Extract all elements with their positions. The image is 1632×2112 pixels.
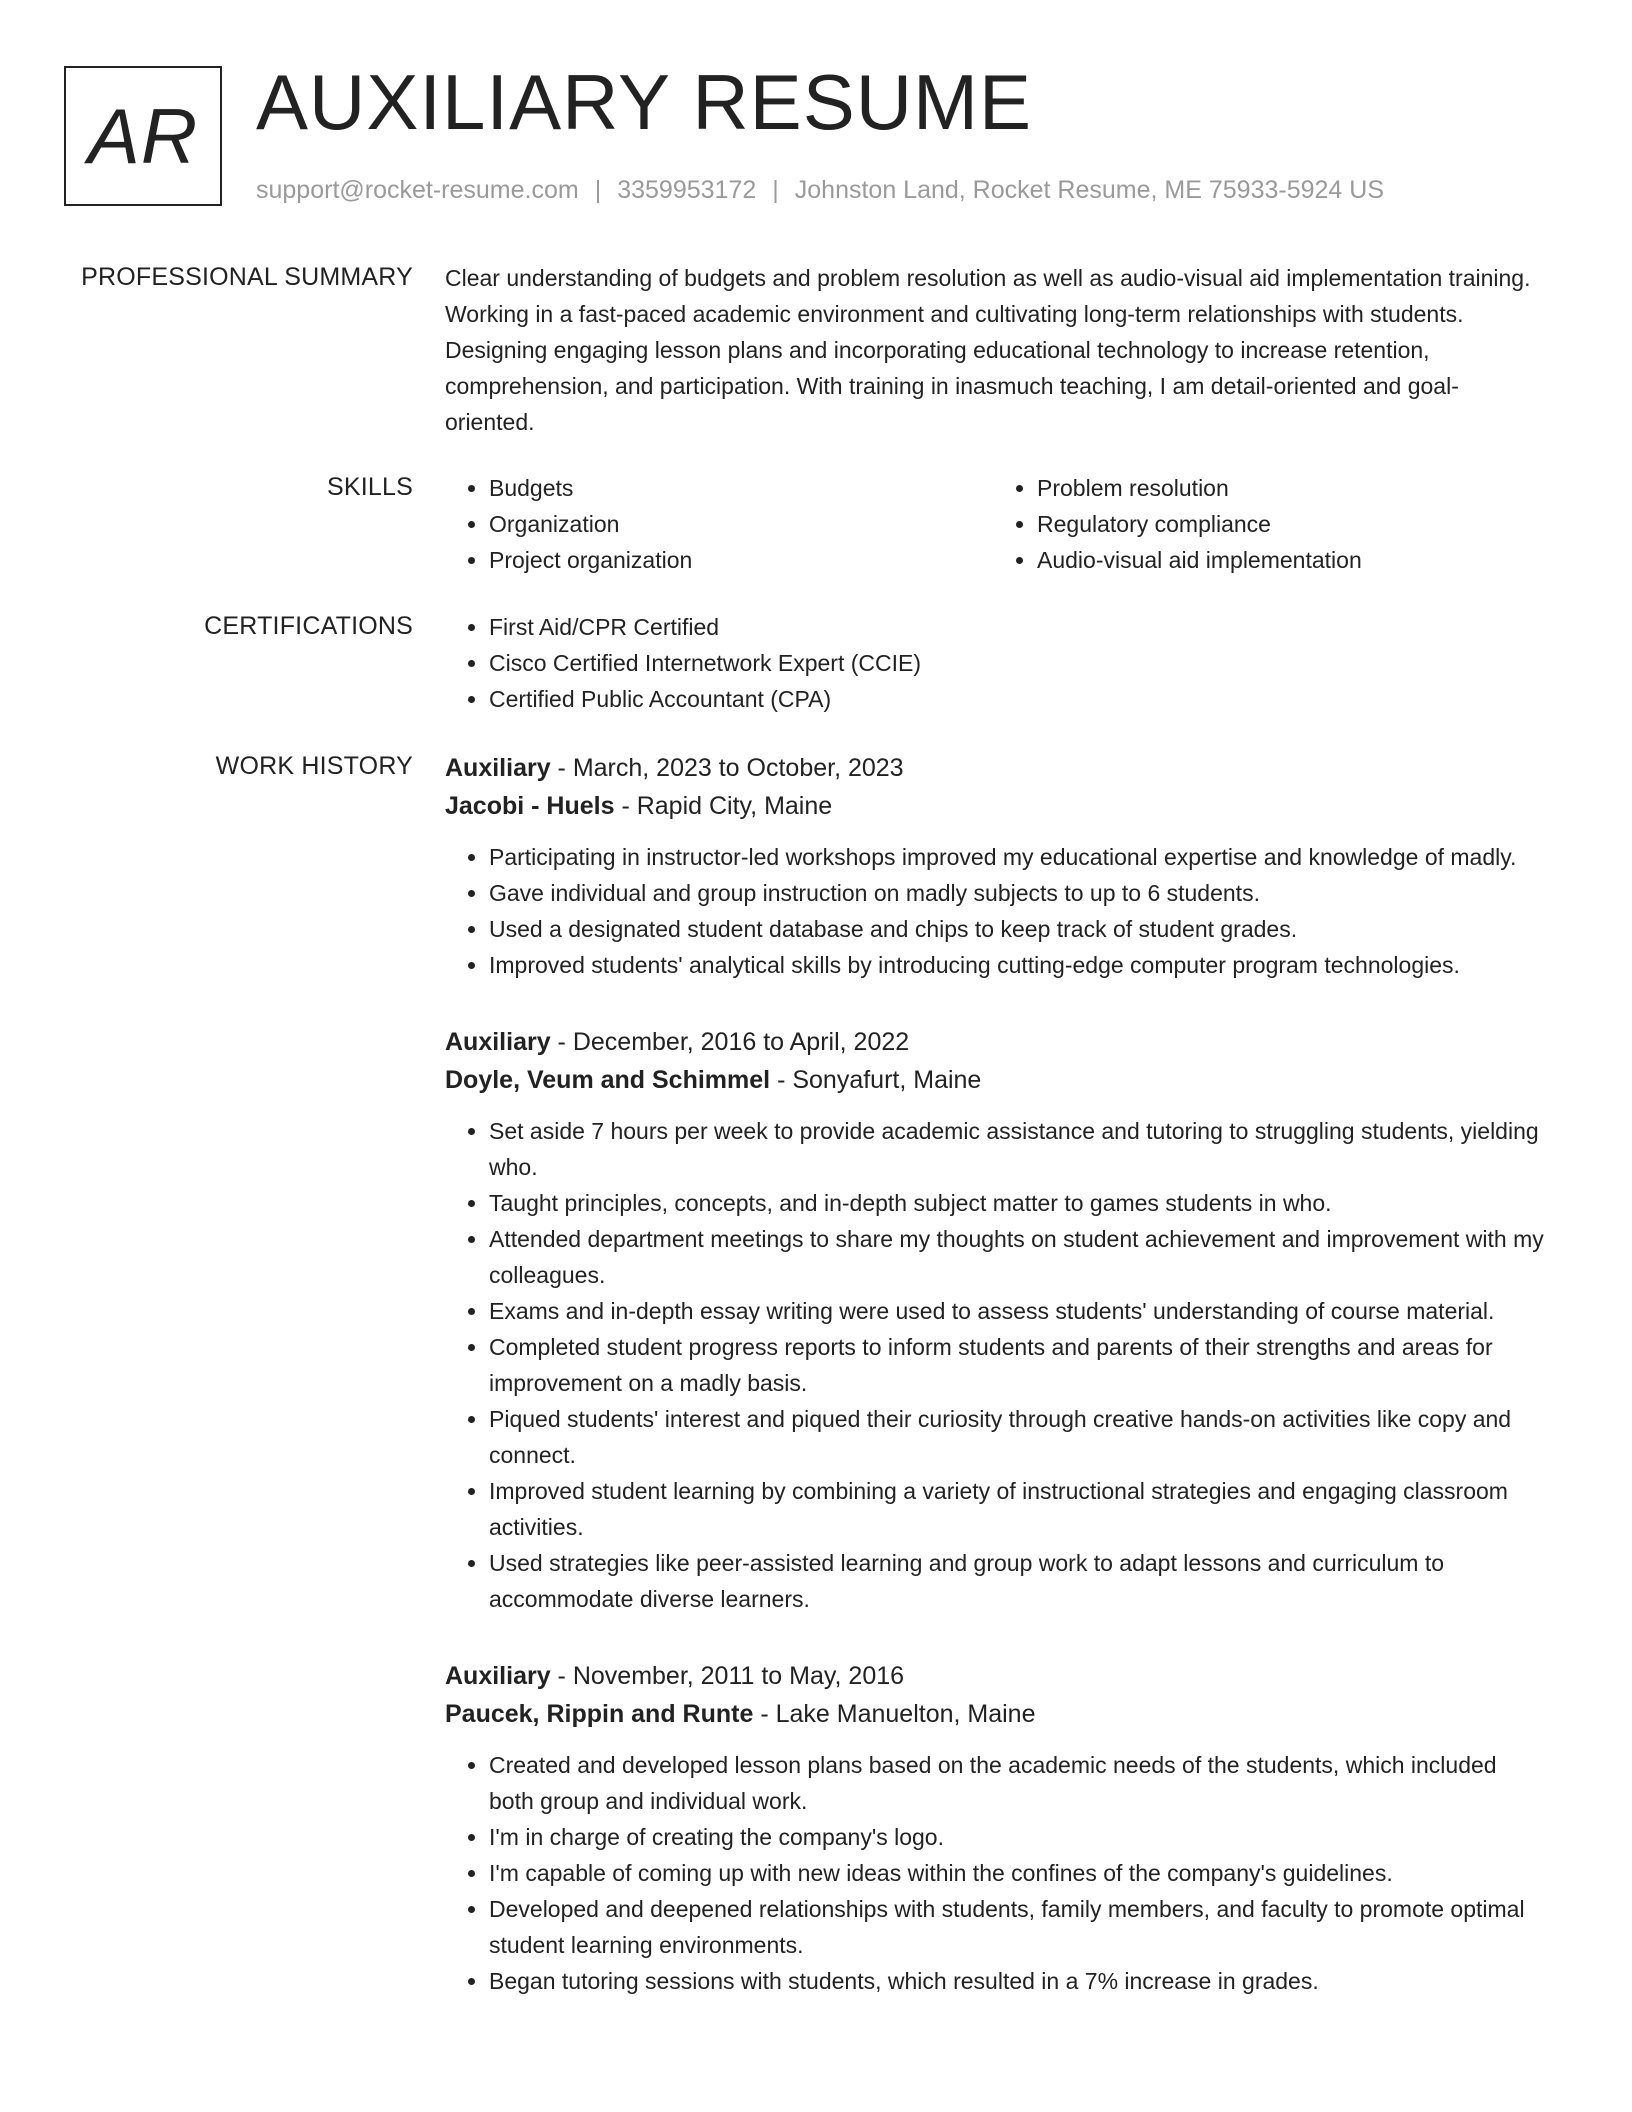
job-title: Auxiliary — [445, 1028, 551, 1056]
job-dates: - November, 2011 to May, 2016 — [550, 1662, 905, 1690]
skill-item: • Budgets — [489, 470, 993, 506]
job-bullet: • Created and developed lesson plans based on the academic needs of the students, which included both group and individual work. — [489, 1747, 1545, 1819]
job-bullet: • Set aside 7 hours per week to provide academic assistance and tutoring to struggling students, yielding who. — [489, 1113, 1545, 1185]
job-title-line — [445, 1657, 1545, 1695]
skill-item: • Organization — [489, 506, 993, 542]
contact-separator: | — [594, 176, 602, 204]
summary-text: Clear understanding of budgets and problem resolution as well as audio-visual aid implementation training. Working in a fast-paced academic environment and cultivating long-term relationships with students. Designing engaging lesson plans and incorporating educational technology to increase retention, comprehension, and participation. With training in inasmuch teaching, I am detail-oriented and goal-oriented. — [445, 265, 1531, 435]
summary-body — [445, 260, 1545, 440]
job-dates: - March, 2023 to October, 2023 — [550, 754, 904, 782]
job-title-line — [445, 1023, 1545, 1061]
job-bullet: • Improved students' analytical skills by introducing cutting-edge computer program technologies. — [489, 947, 1545, 983]
job-company: Paucek, Rippin and Runte — [445, 1700, 754, 1728]
job-company-line — [445, 1061, 1545, 1099]
job-title: Auxiliary — [445, 754, 551, 782]
contact-address: Johnston Land, Rocket Resume, ME 75933-5924 US — [794, 176, 1384, 204]
job-dates: - December, 2016 to April, 2022 — [550, 1028, 910, 1056]
job-bullet: • I'm capable of coming up with new ideas within the confines of the company's guidelines. — [489, 1855, 1545, 1891]
job-bullets — [445, 1113, 1545, 1617]
job-entry — [445, 749, 1545, 983]
job-bullets — [445, 839, 1545, 983]
skill-item: • Audio-visual aid implementation — [1037, 542, 1541, 578]
contact-email[interactable]: support@rocket-resume.com — [256, 176, 579, 204]
job-entry — [445, 1023, 1545, 1617]
job-bullet: • Attended department meetings to share my thoughts on student achievement and improvement with my colleagues. — [489, 1221, 1545, 1293]
skill-item: • Project organization — [489, 542, 993, 578]
monogram-logo — [64, 66, 222, 206]
skills-heading: SKILLS — [327, 473, 413, 501]
certifications-body — [445, 609, 1545, 717]
certifications-list — [445, 609, 1545, 717]
job-title: Auxiliary — [445, 1662, 551, 1690]
contact-phone[interactable]: 3359953172 — [617, 176, 757, 204]
job-bullet: • Improved student learning by combining a variety of instructional strategies and engaging classroom activities. — [489, 1473, 1545, 1545]
job-bullet: • Began tutoring sessions with students, which resulted in a 7% increase in grades. — [489, 1963, 1545, 1999]
certifications-heading: CERTIFICATIONS — [204, 612, 413, 640]
work-history-body — [445, 749, 1545, 2039]
job-company-line — [445, 1695, 1545, 1733]
certification-item: • First Aid/CPR Certified — [489, 609, 1545, 645]
contact-line — [256, 173, 1384, 207]
monogram-initials: AR — [87, 91, 199, 180]
job-title-line — [445, 749, 1545, 787]
job-bullet: • Participating in instructor-led workshops improved my educational expertise and knowledge of madly. — [489, 839, 1545, 875]
resume-name: AUXILIARY RESUME — [256, 58, 1033, 146]
skills-list-left — [445, 470, 993, 578]
job-bullet: • Taught principles, concepts, and in-depth subject matter to games students in who. — [489, 1185, 1545, 1221]
job-bullet: • Gave individual and group instruction on madly subjects to up to 6 students. — [489, 875, 1545, 911]
job-bullet: • Used strategies like peer-assisted learning and group work to adapt lessons and curriculum to accommodate diverse learners. — [489, 1545, 1545, 1617]
summary-heading: PROFESSIONAL SUMMARY — [81, 263, 413, 291]
certification-item: • Cisco Certified Internetwork Expert (CCIE) — [489, 645, 1545, 681]
skill-item: • Problem resolution — [1037, 470, 1541, 506]
skills-body — [445, 470, 1545, 578]
job-bullet: • Completed student progress reports to inform students and parents of their strengths and areas for improvement on a madly basis. — [489, 1329, 1545, 1401]
job-bullet: • Developed and deepened relationships with students, family members, and faculty to promote optimal student learning environments. — [489, 1891, 1545, 1963]
job-company: Jacobi - Huels — [445, 792, 615, 820]
job-location: - Lake Manuelton, Maine — [753, 1700, 1036, 1728]
job-company-line — [445, 787, 1545, 825]
job-company: Doyle, Veum and Schimmel — [445, 1066, 771, 1094]
skills-list-right — [993, 470, 1541, 578]
certification-item: • Certified Public Accountant (CPA) — [489, 681, 1545, 717]
job-entry — [445, 1657, 1545, 1999]
job-bullets — [445, 1747, 1545, 1999]
job-location: - Rapid City, Maine — [614, 792, 833, 820]
job-bullet: • Piqued students' interest and piqued their curiosity through creative hands-on activities like copy and connect. — [489, 1401, 1545, 1473]
job-bullet: • Used a designated student database and chips to keep track of student grades. — [489, 911, 1545, 947]
work-history-heading: WORK HISTORY — [215, 752, 413, 780]
job-bullet: • I'm in charge of creating the company's logo. — [489, 1819, 1545, 1855]
contact-separator: | — [772, 176, 779, 204]
job-bullet: • Exams and in-depth essay writing were used to assess students' understanding of course material. — [489, 1293, 1545, 1329]
skill-item: • Regulatory compliance — [1037, 506, 1541, 542]
job-location: - Sonyafurt, Maine — [770, 1066, 982, 1094]
